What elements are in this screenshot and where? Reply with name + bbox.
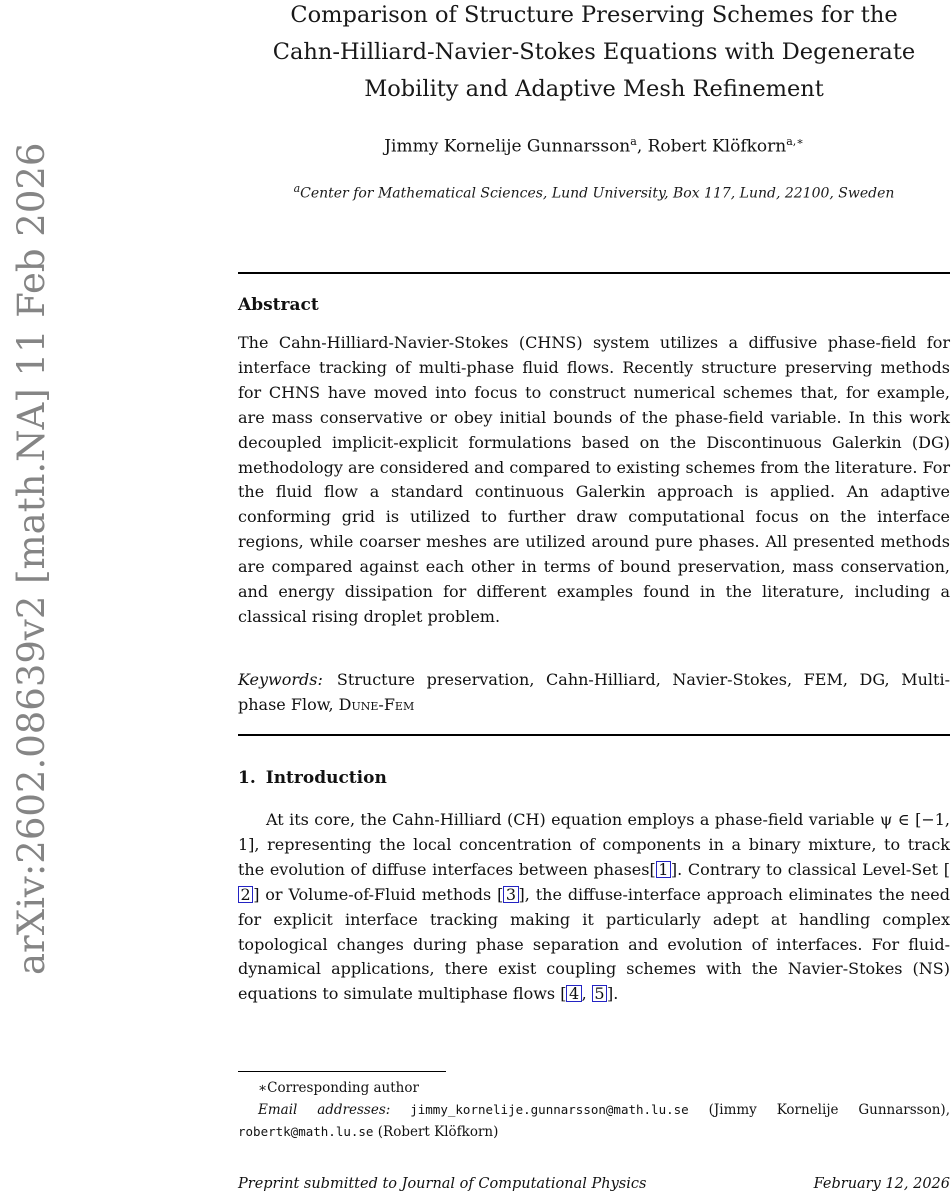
email-addresses-label: Email addresses: — [258, 1102, 391, 1118]
intro-text: , — [581, 984, 592, 1004]
author-line — [238, 135, 950, 157]
affiliation-line — [238, 182, 950, 202]
preprint-note: Preprint submitted to Journal of Computational Physics — [238, 1176, 647, 1192]
section-number: 1. — [238, 768, 256, 788]
email-addresses-note — [238, 1099, 950, 1143]
author-affiliation-mark: a — [630, 135, 637, 148]
spacer — [390, 1102, 410, 1118]
citation-link-1[interactable]: 1 — [656, 861, 671, 878]
email-owner-2: (Robert Klöfkorn) — [373, 1124, 499, 1140]
email-address-2: robertk@math.lu.se — [238, 1124, 374, 1139]
email-owner-1: (Jimmy Kornelije Gunnarsson), — [688, 1102, 950, 1118]
keywords-block — [238, 667, 950, 717]
author-name: Jimmy Kornelije Gunnarsson — [384, 136, 631, 157]
intro-text: ], the diffuse-interface approach eliminates the need for explicit interface tracking making it particularly adept at handling complex topological changes during phase separation and evolution of interfaces. For fluid-dynamical applications, there exist coupling schemes with the Navier-Stokes (NS) equations to simulate multiphase flows [ — [238, 884, 951, 1004]
citation-link-2[interactable]: 2 — [238, 886, 253, 903]
affiliation-mark: a — [293, 182, 301, 195]
intro-text: At its core, the Cahn-Hilliard (CH) equation employs a phase-field variable ψ ∈ [−1, 1], representing the local concentration of components in a binary mixture, to track the evolution of diffuse interfaces between phases[ — [238, 810, 950, 879]
paper-title-line: Comparison of Structure Preserving Schemes for the — [290, 2, 898, 28]
citation-link-5[interactable]: 5 — [592, 985, 607, 1002]
abstract-top-rule — [238, 272, 950, 274]
paper-title-line: Mobility and Adaptive Mesh Refinement — [364, 76, 824, 102]
abstract-text: The Cahn-Hilliard-Navier-Stokes (CHNS) system utilizes a diffusive phase-field for interface tracking of multi-phase fluid flows. Recently structure preserving methods for CHNS have moved into focus to construct numerical schemes that, for example, are mass conservative or obey initial bounds of the phase-field variable. In this work decoupled implicit-explicit formulations based on the Discontinuous Galerkin (DG) methodology are considered and compared to existing schemes from the literature. For the fluid flow a standard continuous Galerkin approach is applied. An adaptive conforming grid is utilized to further draw computational focus on the interface regions, while coarser meshes are utilized around pure phases. All presented methods are compared against each other in terms of bound preservation, mass conservation, and energy dissipation for different examples found in the literature, including a classical rising droplet problem. — [238, 333, 950, 626]
section-heading-introduction — [238, 768, 950, 788]
paper-title — [238, 0, 950, 108]
keywords-label: Keywords: — [238, 670, 323, 689]
citation-link-4[interactable]: 4 — [566, 985, 581, 1002]
intro-text: ] or Volume-of-Fluid methods [ — [253, 884, 504, 904]
affiliation-text: Center for Mathematical Sciences, Lund University, Box 117, Lund, 22100, Sweden — [300, 185, 895, 202]
keywords-bottom-rule — [238, 734, 950, 736]
author-affiliation-mark: a,∗ — [786, 135, 804, 148]
footnote-rule — [238, 1071, 446, 1072]
author-separator: , — [636, 136, 648, 157]
arxiv-watermark: arXiv:2602.08639v2 [math.NA] 11 Feb 2026 — [10, 142, 53, 975]
section-title: Introduction — [265, 768, 387, 788]
citation-link-3[interactable]: 3 — [503, 886, 518, 903]
intro-text: ]. — [607, 984, 619, 1004]
footnote-block — [238, 1078, 950, 1143]
abstract-heading: Abstract — [238, 295, 319, 315]
page-footer — [238, 1176, 950, 1192]
keywords-text: Structure preservation, Cahn-Hilliard, Navier-Stokes, FEM, DG, Multi-phase Flow, — [238, 670, 950, 714]
corresponding-author-note: ∗Corresponding author — [258, 1080, 419, 1096]
intro-text: ]. Contrary to classical Level-Set [ — [670, 859, 950, 879]
email-address-1: jimmy_kornelije.gunnarsson@math.lu.se — [410, 1102, 689, 1117]
paper-title-line: Cahn-Hilliard-Navier-Stokes Equations with Degenerate — [272, 39, 916, 65]
introduction-paragraph — [238, 808, 950, 1007]
keywords-smallcaps-term: Dune-Fem — [338, 695, 415, 714]
submission-date: February 12, 2026 — [813, 1176, 950, 1192]
author-name: Robert Klöfkorn — [647, 136, 787, 157]
